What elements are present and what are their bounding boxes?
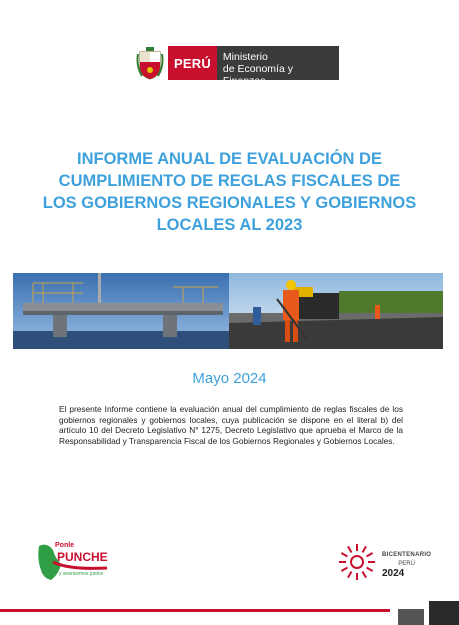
peru-coat-of-arms-icon: [136, 46, 164, 80]
road-paving-photo: [229, 273, 443, 349]
campaign-line-3: y avancemos juntos: [59, 571, 104, 577]
campaign-line-2: PUNCHE: [57, 550, 108, 564]
bicentenario-logo: [338, 543, 431, 581]
peru-label: PERÚ: [168, 46, 217, 80]
bicentenario-sun-icon: [338, 543, 376, 581]
ministry-label: [217, 46, 339, 87]
report-title: INFORME ANUAL DE EVALUACIÓN DE CUMPLIMIENTO DE REGLAS FISCALES DE LOS GOBIERNOS REGIONALES Y GOBIERNOS LOCALES AL 2023: [42, 150, 417, 234]
ponle-punche-logo: [33, 540, 113, 584]
bicentenario-line-3: 2024: [382, 567, 405, 579]
ministry-line-2: de Economía y Finanzas: [222, 63, 293, 87]
photo-band: [13, 273, 443, 349]
mef-logo: [136, 46, 339, 87]
bicentenario-line-1: BICENTENARIO: [382, 551, 432, 558]
footer-red-bar: [0, 609, 390, 612]
bicentenario-text: [382, 547, 431, 578]
report-date: Mayo 2024: [192, 370, 267, 387]
report-description: El presente Informe contiene la evaluación anual del cumplimiento de reglas fiscales de los gobiernos regionales y gobiernos locales, cuya publicación se dispone en el literal b) del artículo 10 del Decreto Legislativo N° 1275, Decreto Legislativo que aprueba el Marco de la Responsabilidad y Transparencia Fiscal de los Gobiernos Regionales y Gobiernos Locales.: [59, 404, 403, 446]
bicentenario-line-2: PERÚ: [398, 560, 415, 567]
footer-dark-block: [429, 601, 459, 625]
bridge-construction-photo: [13, 273, 229, 349]
footer-gray-block: [398, 609, 424, 625]
campaign-line-1: Ponle: [55, 542, 75, 549]
ministry-line-1: Ministerio: [222, 51, 268, 63]
